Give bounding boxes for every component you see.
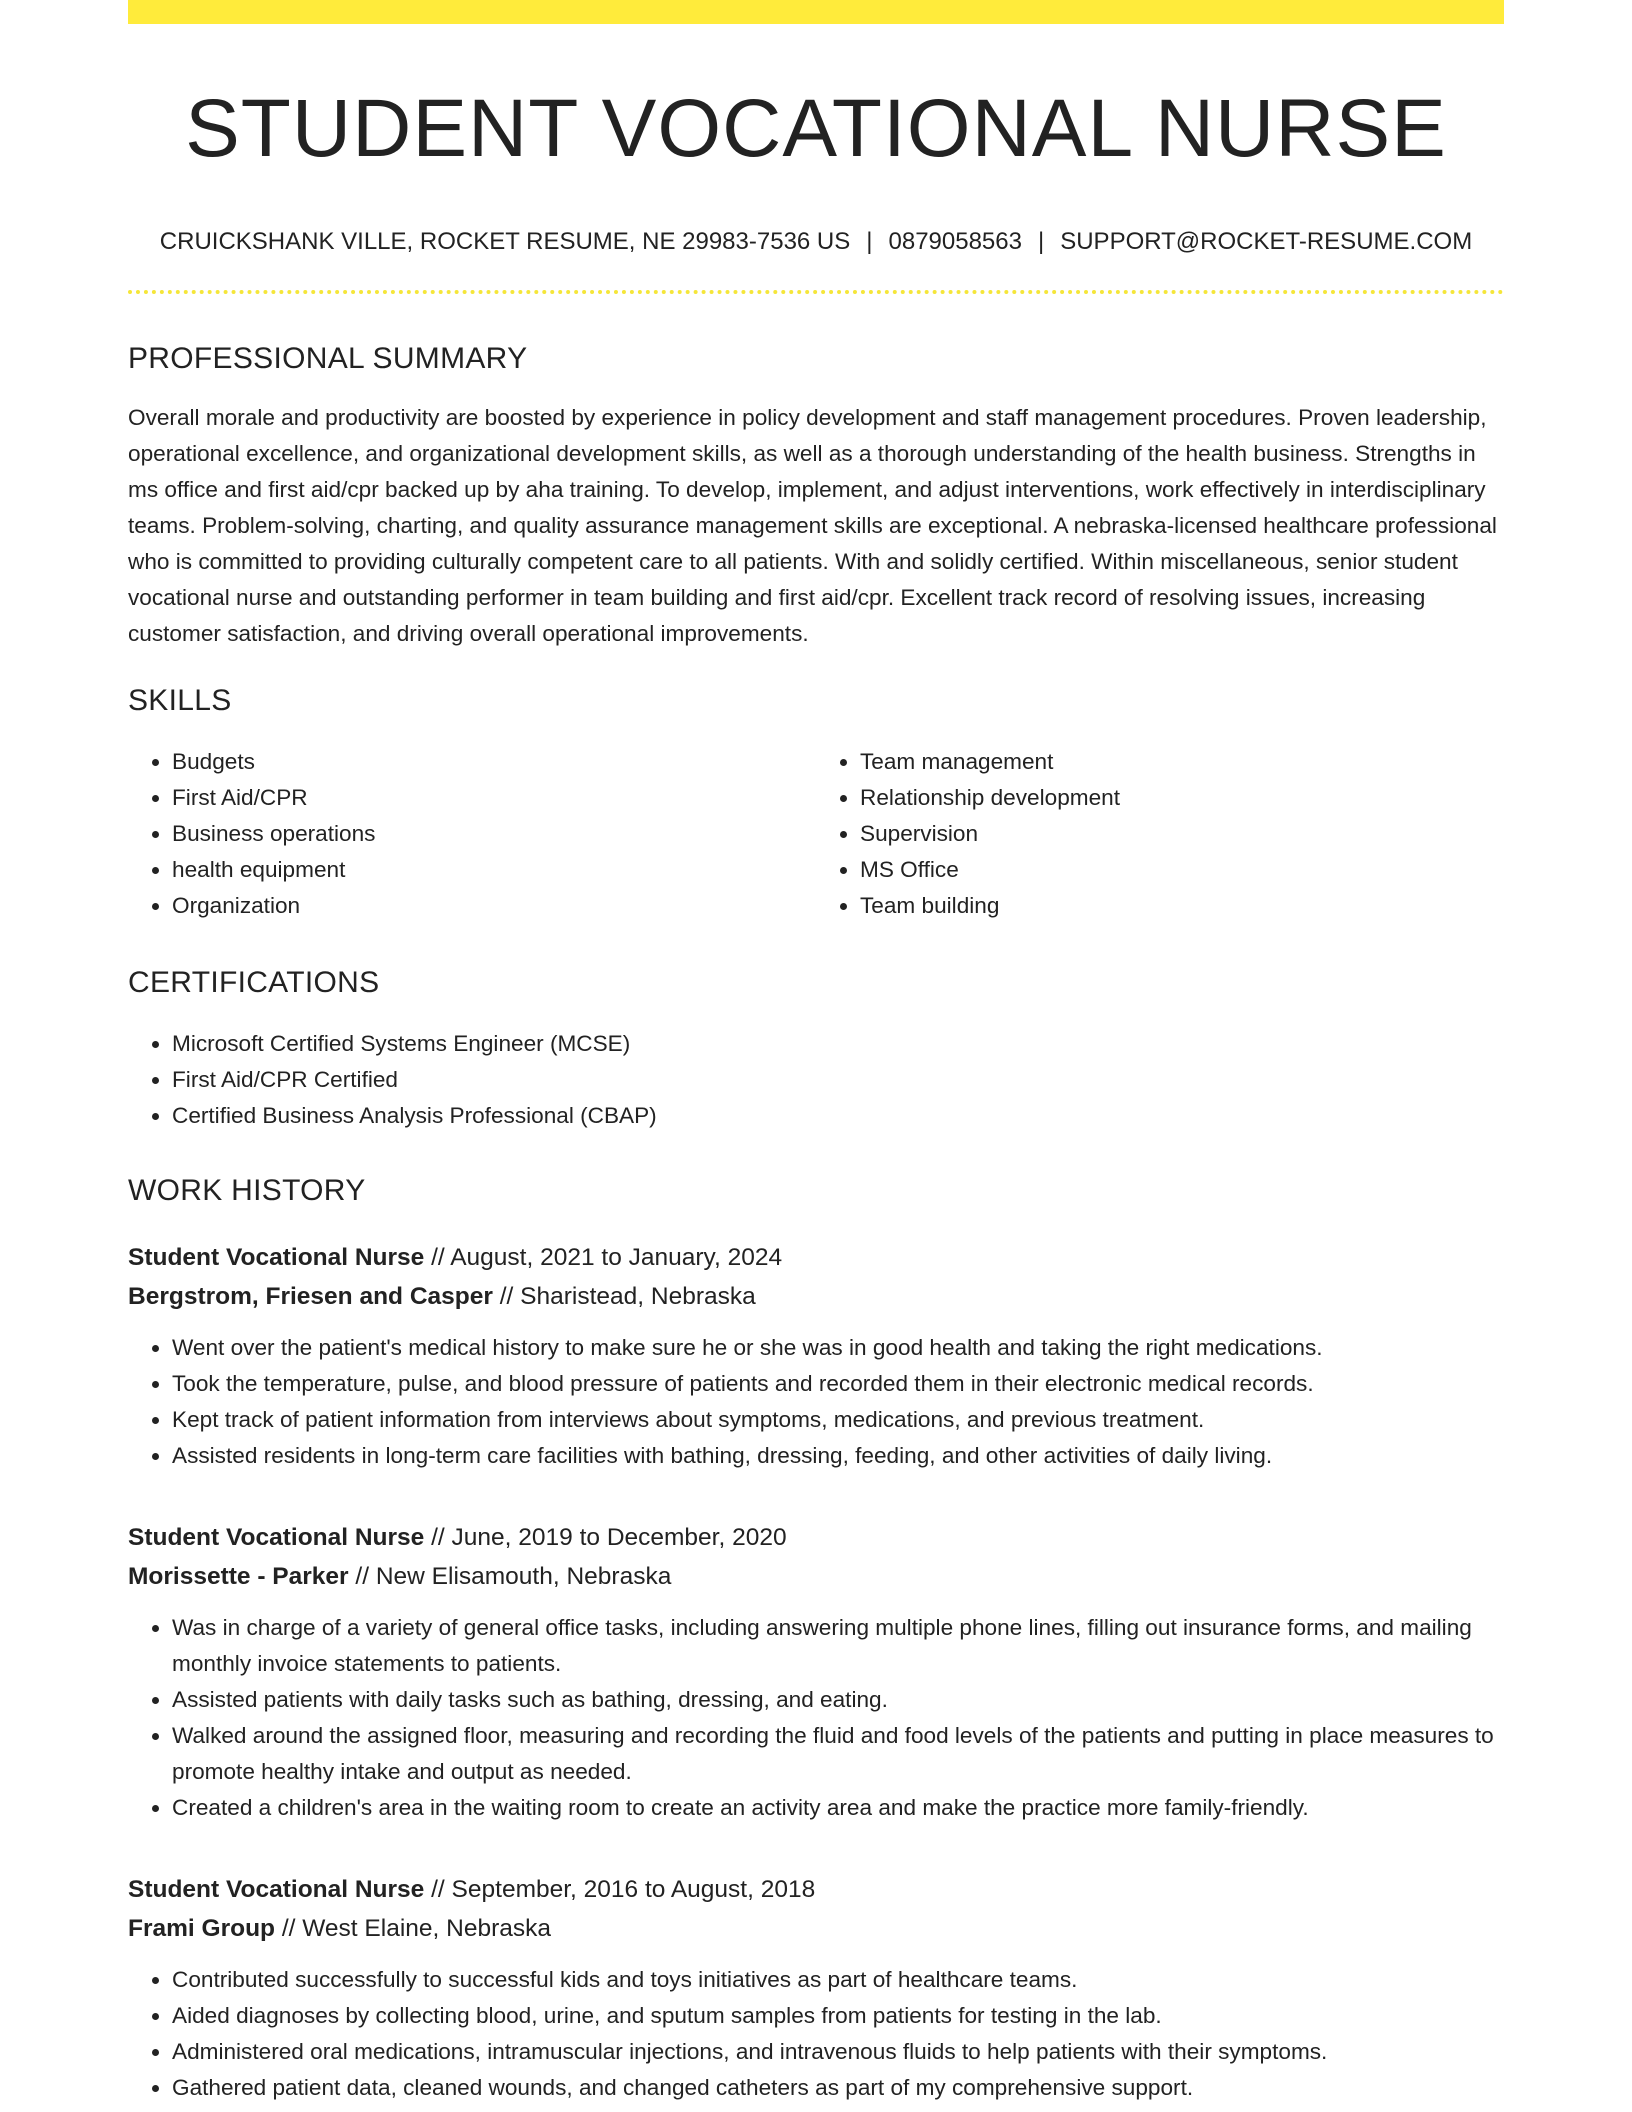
skill-item: • First Aid/CPR	[172, 780, 816, 816]
skill-item: • Supervision	[860, 816, 1504, 852]
job-bullet: • Walked around the assigned floor, measuring and recording the fluid and food levels of the patients and putting in place measures to promote healthy intake and output as needed.	[172, 1718, 1504, 1790]
job-entry	[128, 1518, 1504, 1826]
job-company-line	[128, 1277, 1504, 1316]
job-role-line	[128, 1518, 1504, 1557]
resume-page	[128, 0, 1504, 2112]
job-bullet: • Took the temperature, pulse, and blood pressure of patients and recorded them in their electronic medical records.	[172, 1366, 1504, 1402]
skill-item: • Budgets	[172, 744, 816, 780]
job-bullets	[128, 1330, 1504, 1474]
skill-item: • health equipment	[172, 852, 816, 888]
job-location: // New Elisamouth, Nebraska	[348, 1563, 672, 1591]
job-role: Student Vocational Nurse	[128, 1876, 425, 1904]
job-bullet: • Assisted patients with daily tasks such as bathing, dressing, and eating.	[172, 1682, 1504, 1718]
job-bullet: • Was in charge of a variety of general office tasks, including answering multiple phone lines, filling out insurance forms, and mailing monthly invoice statements to patients.	[172, 1610, 1504, 1682]
job-dates: // August, 2021 to January, 2024	[424, 1244, 783, 1272]
job-bullet: • Gathered patient data, cleaned wounds, and changed catheters as part of my comprehensive support.	[172, 2070, 1504, 2106]
job-role: Student Vocational Nurse	[128, 1244, 425, 1272]
job-entry	[128, 1238, 1504, 1474]
skill-item: • Team building	[860, 888, 1504, 924]
separator: |	[866, 228, 873, 256]
accent-bar	[128, 0, 1504, 24]
job-bullet: • Created a children's area in the waiting room to create an activity area and make the practice more family-friendly.	[172, 1790, 1504, 1826]
job-dates: // September, 2016 to August, 2018	[424, 1876, 816, 1904]
dotted-divider	[128, 290, 1504, 294]
job-bullet: • Contributed successfully to successful kids and toys initiatives as part of healthcare teams.	[172, 1962, 1504, 1998]
resume-title: STUDENT VOCATIONAL NURSE	[185, 83, 1447, 174]
skills-list	[128, 744, 1504, 924]
skills-column-right	[816, 744, 1504, 924]
job-company: Morissette - Parker	[128, 1563, 349, 1591]
phone-number: 0879058563	[888, 228, 1022, 256]
skill-item: • Organization	[172, 888, 816, 924]
certifications-heading: CERTIFICATIONS	[128, 966, 380, 1000]
certifications-list	[128, 1026, 1504, 1134]
job-bullets	[128, 1962, 1504, 2106]
job-bullet: • Went over the patient's medical history to make sure he or she was in good health and taking the right medications.	[172, 1330, 1504, 1366]
job-bullet: • Administered oral medications, intramuscular injections, and intravenous fluids to help patients with their symptoms.	[172, 2034, 1504, 2070]
job-entry	[128, 1870, 1504, 2106]
skill-item: • Business operations	[172, 816, 816, 852]
job-bullets	[128, 1610, 1504, 1826]
job-role: Student Vocational Nurse	[128, 1524, 425, 1552]
separator: |	[1037, 228, 1045, 256]
job-location: // West Elaine, Nebraska	[275, 1915, 551, 1943]
job-bullet: • Kept track of patient information from interviews about symptoms, medications, and previous treatment.	[172, 1402, 1504, 1438]
job-bullet: • Assisted residents in long-term care facilities with bathing, dressing, feeding, and other activities of daily living.	[172, 1438, 1504, 1474]
email-address: SUPPORT@ROCKET-RESUME.COM	[1060, 228, 1473, 256]
job-bullet: • Aided diagnoses by collecting blood, urine, and sputum samples from patients for testing in the lab.	[172, 1998, 1504, 2034]
skills-column-left	[128, 744, 816, 924]
job-company: Bergstrom, Friesen and Casper	[128, 1283, 493, 1311]
certification-item: • First Aid/CPR Certified	[172, 1062, 1504, 1098]
job-company-line	[128, 1557, 1504, 1596]
certification-item: • Certified Business Analysis Professional (CBAP)	[172, 1098, 1504, 1134]
skill-item: • MS Office	[860, 852, 1504, 888]
job-company-line	[128, 1909, 1504, 1948]
contact-line	[128, 228, 1504, 256]
skills-heading: SKILLS	[128, 684, 232, 718]
job-company: Frami Group	[128, 1915, 276, 1943]
certification-item: • Microsoft Certified Systems Engineer (MCSE)	[172, 1026, 1504, 1062]
job-role-line	[128, 1870, 1504, 1909]
skill-item: • Team management	[860, 744, 1504, 780]
skill-item: • Relationship development	[860, 780, 1504, 816]
summary-heading: PROFESSIONAL SUMMARY	[128, 342, 528, 376]
job-location: // Sharistead, Nebraska	[492, 1283, 756, 1311]
job-dates: // June, 2019 to December, 2020	[424, 1524, 787, 1552]
address: CRUICKSHANK VILLE, ROCKET RESUME, NE 29983-7536 US	[159, 228, 851, 256]
job-role-line	[128, 1238, 1504, 1277]
work-history-heading: WORK HISTORY	[128, 1174, 366, 1208]
summary-text: Overall morale and productivity are boosted by experience in policy development and staff management procedures. Proven leadership, operational excellence, and organizational development skills, as well as a thorough understanding of the health business. Strengths in ms office and first aid/cpr backed up by aha training. To develop, implement, and adjust interventions, work effectively in interdisciplinary teams. Problem-solving, charting, and quality assurance management skills are exceptional. A nebraska-licensed healthcare professional who is committed to providing culturally competent care to all patients. With and solidly certified. Within miscellaneous, senior student vocational nurse and outstanding performer in team building and first aid/cpr. Excellent track record of resolving issues, increasing customer satisfaction, and driving overall operational improvements.	[128, 405, 1497, 647]
